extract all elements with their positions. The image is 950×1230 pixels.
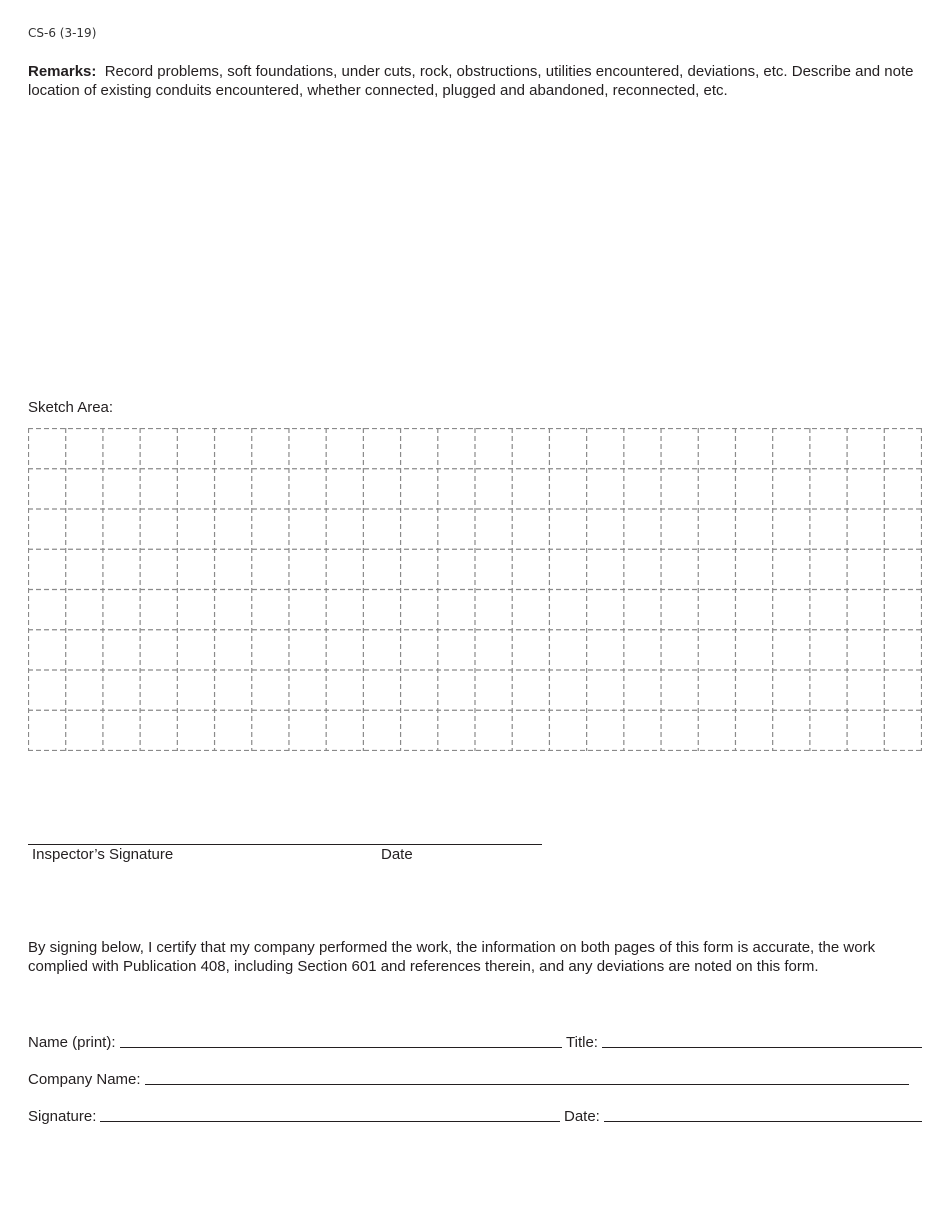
- title-line[interactable]: [602, 1046, 922, 1048]
- signature-label: Signature:: [28, 1108, 97, 1125]
- name-print-line[interactable]: [120, 1046, 562, 1048]
- sketch-area-label: Sketch Area:: [28, 399, 114, 416]
- sketch-grid-svg: [28, 428, 922, 751]
- company-name-line[interactable]: [145, 1083, 909, 1085]
- company-row: [28, 1068, 923, 1088]
- certification-statement: By signing below, I certify that my company performed the work, the information on both pages of this form is accurate, the work complied with Publication 408, including Section 601 and references therein, and any deviations are noted on this form.: [28, 939, 876, 975]
- company-name-label: Company Name:: [28, 1071, 141, 1088]
- signature-line[interactable]: [100, 1120, 560, 1122]
- date-label: Date:: [564, 1108, 600, 1125]
- company-name-field[interactable]: [28, 1068, 909, 1088]
- form-code: CS-6 (3-19): [28, 26, 97, 40]
- inspector-date-label: Date: [381, 846, 413, 863]
- inspector-signature-line[interactable]: [28, 844, 542, 845]
- signature-date-row: [28, 1105, 923, 1125]
- remarks-section: [28, 63, 923, 100]
- date-line[interactable]: [604, 1120, 922, 1122]
- signature-field[interactable]: [28, 1105, 560, 1125]
- name-print-field[interactable]: [28, 1031, 562, 1051]
- sketch-area-grid[interactable]: [28, 428, 922, 751]
- date-field[interactable]: [564, 1105, 922, 1125]
- title-field[interactable]: [566, 1031, 922, 1051]
- name-print-label: Name (print):: [28, 1034, 116, 1051]
- name-title-row: [28, 1031, 923, 1051]
- remarks-instructions: Record problems, soft foundations, under cuts, rock, obstructions, utilities encountered, deviations, etc. Describe and note location of existing conduits encountered, whether connected, plugged and abandoned, reconnected, etc.: [28, 63, 914, 99]
- inspector-signature-label: Inspector’s Signature: [32, 846, 174, 863]
- title-label: Title:: [566, 1034, 598, 1051]
- remarks-label: Remarks:: [28, 63, 97, 80]
